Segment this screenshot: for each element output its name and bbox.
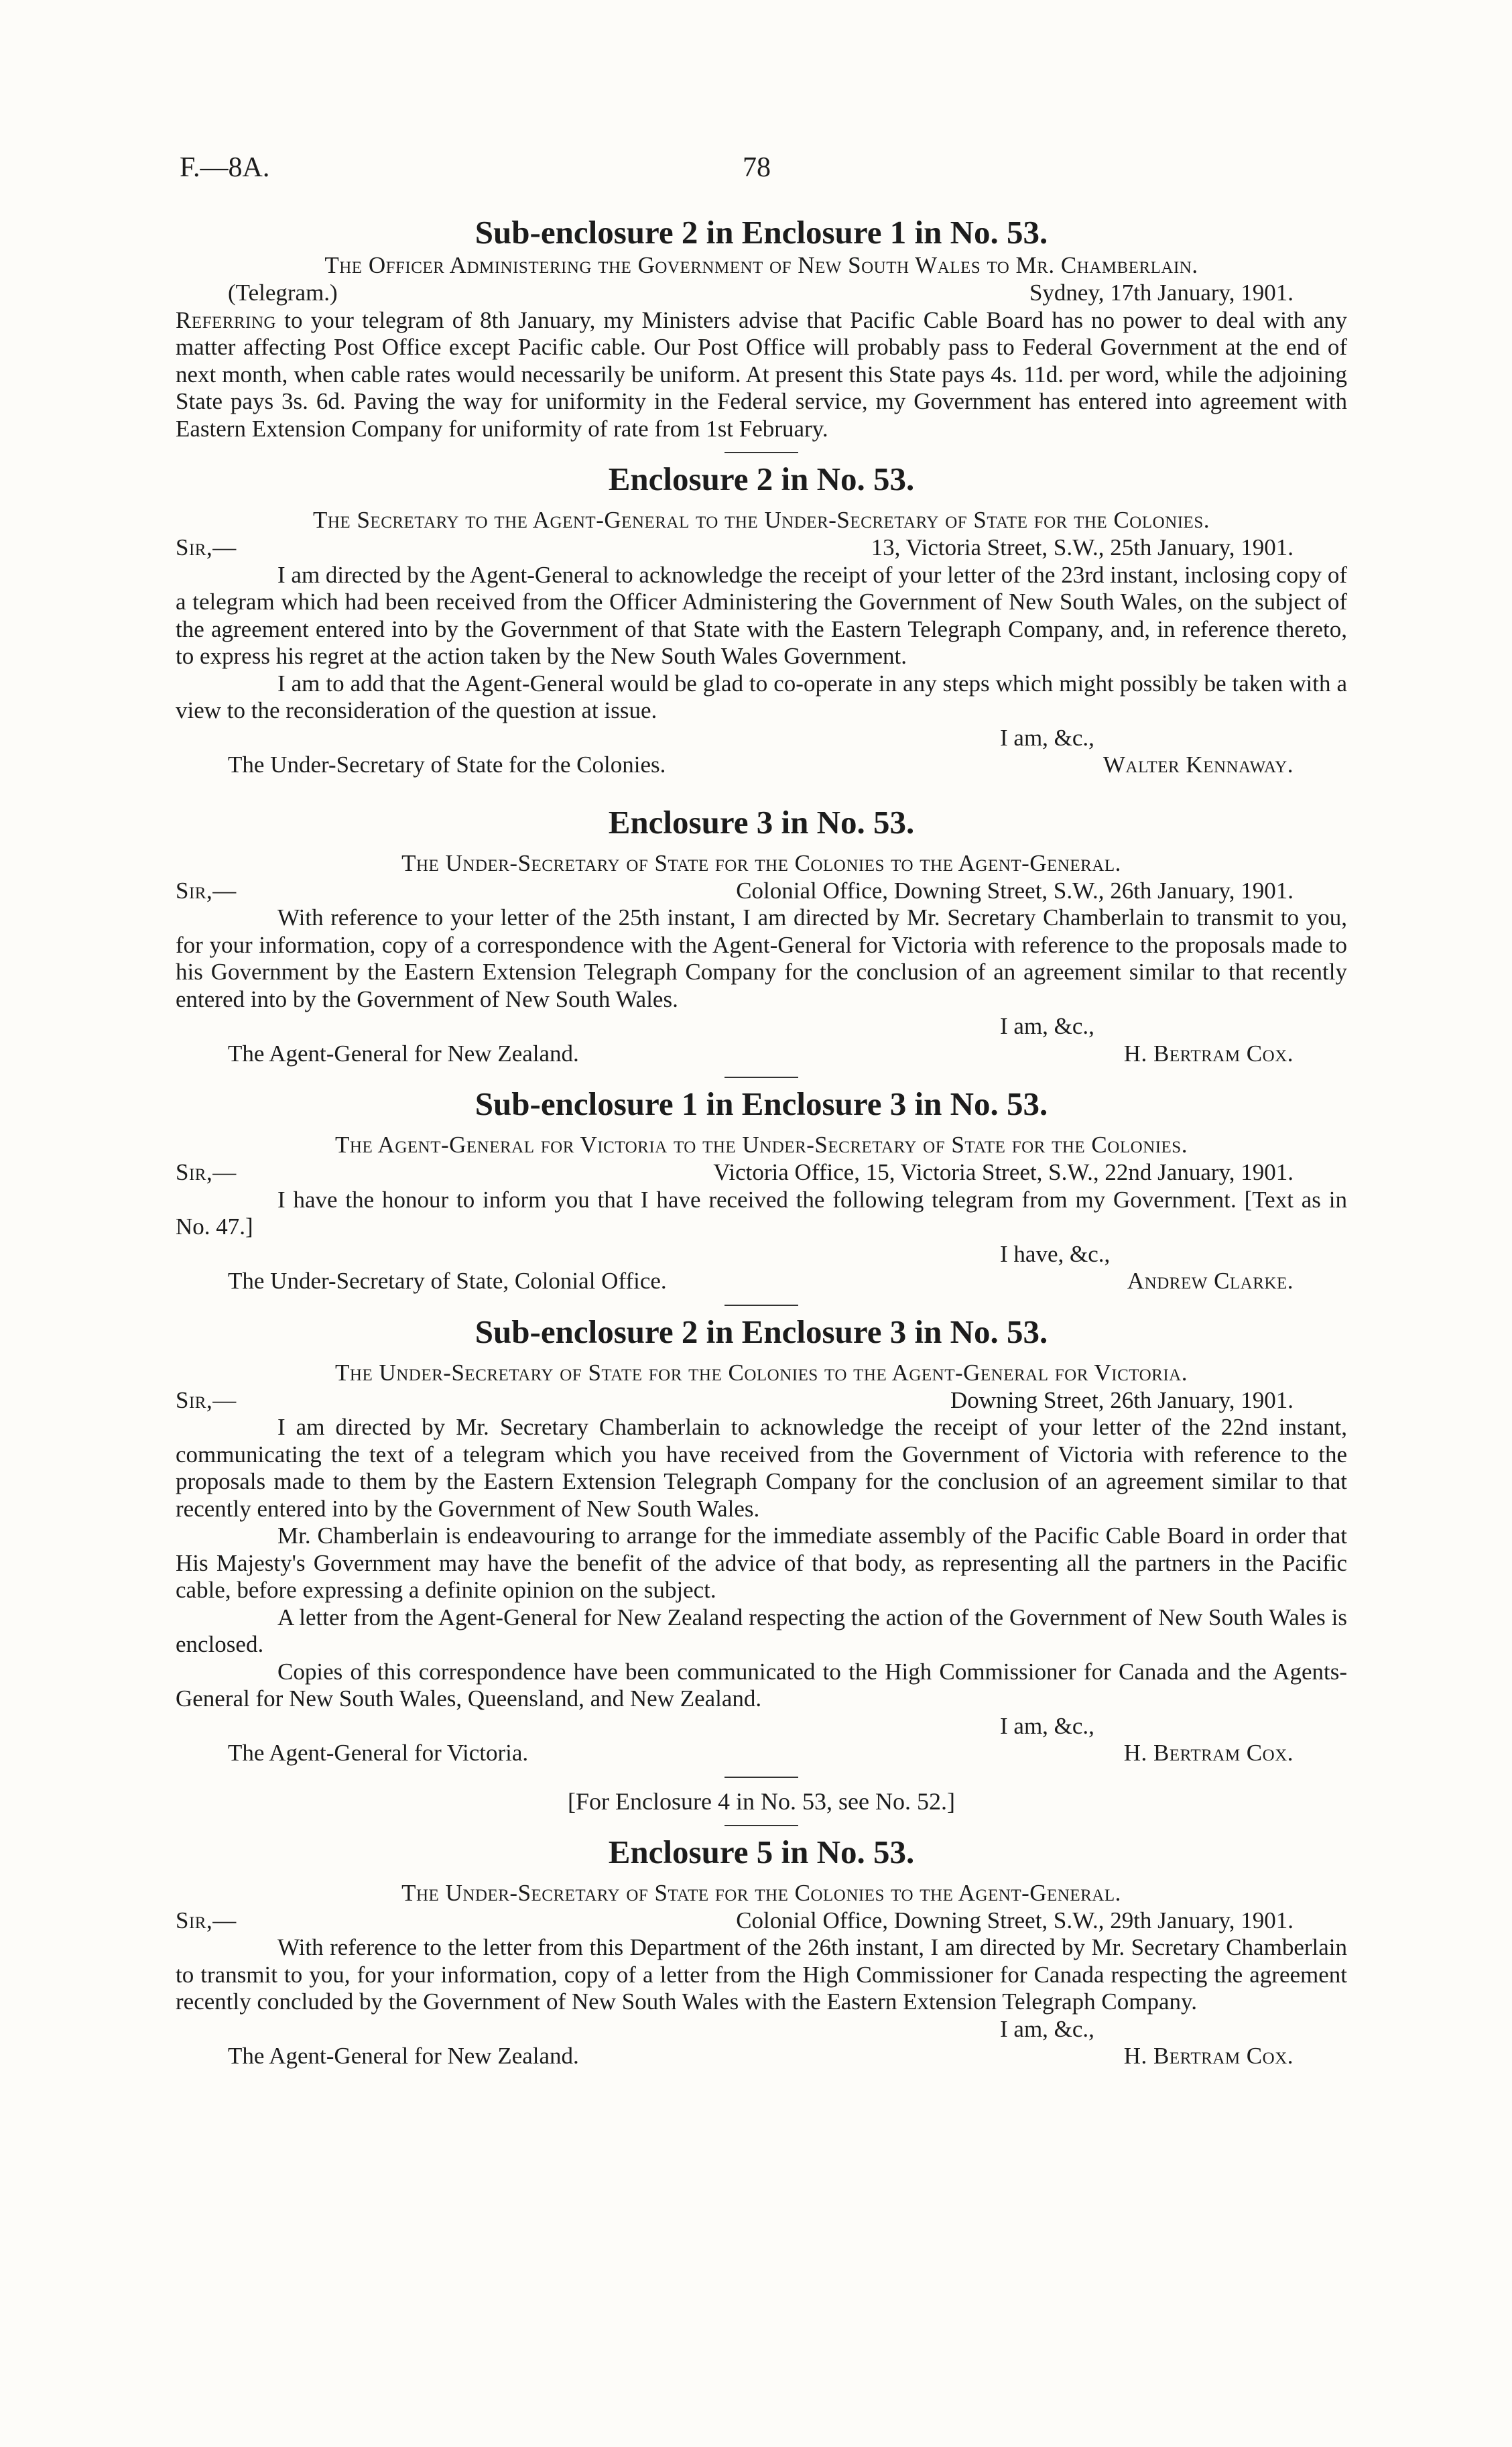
closing: I am, &c., [1000, 2015, 1094, 2042]
addressee: The Under-Secretary of State for the Colonies. [228, 752, 666, 778]
address-date: Downing Street, 26th January, 1901. [950, 1386, 1294, 1413]
sub-enclosure-2-enclosure-3 [176, 1313, 1347, 1767]
address-date: Victoria Office, 15, Victoria Street, S.W., 22nd January, 1901. [713, 1159, 1294, 1185]
address-date: Colonial Office, Downing Street, S.W., 29th January, 1901. [736, 1907, 1294, 1933]
section-heading: Sub-enclosure 1 in Enclosure 3 in No. 53. [475, 1085, 1048, 1122]
salutation: Sir,— [176, 534, 237, 560]
signature-line [176, 1268, 1347, 1295]
signature: Andrew Clarke. [1127, 1268, 1294, 1294]
salutation-line [176, 878, 1347, 905]
header-reference: F.—8A. [180, 152, 270, 183]
signature-line [176, 1740, 1347, 1767]
addressee: The Under-Secretary of State, Colonial Office. [228, 1268, 667, 1294]
closing: I have, &c., [1000, 1240, 1111, 1267]
closing: I am, &c., [1000, 1013, 1094, 1039]
addressee: The Agent-General for New Zealand. [228, 2043, 579, 2069]
from-line: The Under-Secretary of State for the Colonies to the Agent-General. [401, 1879, 1121, 1906]
telegram-line [176, 280, 1347, 307]
letter-paragraph: Mr. Chamberlain is endeavouring to arrange for the immediate assembly of the Pacific Cable Board in order that His Majesty's Government may have the benefit of the advice of that body, as representing all the partners in the Pacific cable, before expressing a definite opinion on the subject. [176, 1523, 1347, 1603]
sub-enclosure-1-enclosure-3 [176, 1085, 1347, 1295]
closing: I am, &c., [1000, 1712, 1094, 1739]
salutation-line [176, 534, 1347, 562]
enclosure-note: [For Enclosure 4 in No. 53, see No. 52.] [568, 1787, 955, 1815]
section-heading: Enclosure 3 in No. 53. [608, 803, 915, 841]
signature: H. Bertram Cox. [1123, 1040, 1294, 1067]
letter-paragraph: I have the honour to inform you that I have received the following telegram from my Government. [Text as in No. 47.] [176, 1186, 1347, 1240]
signature-line [176, 1040, 1347, 1068]
salutation: Sir,— [176, 877, 237, 904]
from-line: The Agent-General for Victoria to the Under-Secretary of State for the Colonies. [335, 1132, 1188, 1158]
signature-line [176, 2043, 1347, 2070]
letter-paragraph: A letter from the Agent-General for New Zealand respecting the action of the Government of New South Wales is enclosed. [176, 1604, 1347, 1657]
from-line: The Officer Administering the Government of New South Wales to Mr. Chamberlain. [324, 252, 1198, 278]
letter-paragraph: I am to add that the Agent-General would be glad to co-operate in any steps which might possibly be taken with a view to the reconsideration of the question at issue. [176, 670, 1347, 723]
telegram-body [176, 307, 1347, 443]
section-divider [724, 1825, 798, 1826]
telegram-text: to your telegram of 8th January, my Ministers advise that Pacific Cable Board has no power to deal with any matter affecting Post Office except Pacific cable. Our Post Office will probably pass to Federal Government at the end of next month, when cable rates would necessarily be uniform. At present this State pays 4s. 11d. per word, while the adjoining State pays 3s. 6d. Paving the way for uniformity in the Federal service, my Government has entered into agreement with Eastern Extension Company for uniformity of rate from 1st February. [176, 306, 1347, 442]
salutation: Sir,— [176, 1907, 237, 1933]
letter-paragraph: With reference to your letter of the 25th instant, I am directed by Mr. Secretary Chamberlain to transmit to you, for your information, copy of a correspondence with the Agent-General for Victoria with reference to the proposals made to his Government by the Eastern Extension Telegraph Company for the conclusion of an agreement similar to that recently entered into by the Government of New South Wales. [176, 904, 1347, 1012]
enclosure-2 [176, 460, 1347, 779]
closing: I am, &c., [1000, 724, 1094, 751]
section-divider [724, 1077, 798, 1078]
from-line: The Under-Secretary of State for the Colonies to the Agent-General. [401, 849, 1121, 876]
addressee: The Agent-General for Victoria. [228, 1740, 529, 1766]
signature: H. Bertram Cox. [1123, 1740, 1294, 1766]
letter-paragraph: Copies of this correspondence have been communicated to the High Commissioner for Canada and the Agents-General for New South Wales, Queensland, and New Zealand. [176, 1658, 1347, 1712]
section-divider [724, 452, 798, 453]
signature-line [176, 752, 1347, 779]
section-heading: Sub-enclosure 2 in Enclosure 1 in No. 53. [475, 214, 1048, 251]
telegram-label: (Telegram.) [228, 280, 338, 306]
signature: H. Bertram Cox. [1123, 2043, 1294, 2069]
address-date: 13, Victoria Street, S.W., 25th January, 1901. [871, 534, 1294, 560]
lead-word: Referring [176, 306, 277, 333]
salutation: Sir,— [176, 1386, 237, 1413]
enclosure-3 [176, 803, 1347, 1068]
from-line: The Under-Secretary of State for the Colonies to the Agent-General for Victoria. [335, 1359, 1188, 1386]
page-number: 78 [743, 152, 771, 183]
section-heading: Sub-enclosure 2 in Enclosure 3 in No. 53. [475, 1313, 1048, 1350]
section-divider [724, 1305, 798, 1306]
enclosure-5 [176, 1833, 1347, 2070]
salutation-line [176, 1159, 1347, 1187]
section-heading: Enclosure 2 in No. 53. [608, 461, 915, 497]
from-line: The Secretary to the Agent-General to the Under-Secretary of State for the Colonies. [313, 507, 1210, 533]
salutation-line [176, 1907, 1347, 1935]
letter-paragraph: I am directed by the Agent-General to acknowledge the receipt of your letter of the 23rd instant, inclosing copy of a telegram which had been received from the Officer Administering the Government of New South Wales, on the subject of the agreement entered into by the Government of that State with the Eastern Telegraph Company, and, in reference thereto, to express his regret at the action taken by the New South Wales Government. [176, 561, 1347, 669]
letter-paragraph: With reference to the letter from this Department of the 26th instant, I am directed by Mr. Secretary Chamberlain to transmit to you, for your information, copy of a letter from the High Commissioner for Canada respecting the agreement recently concluded by the Government of New South Wales with the Eastern Extension Telegraph Company. [176, 1934, 1347, 2015]
letter-paragraph: I am directed by Mr. Secretary Chamberlain to acknowledge the receipt of your letter of the 22nd instant, communicating the text of a telegram which you have received from the Government of Victoria with reference to the proposals made to them by the Eastern Extension Telegraph Company for the conclusion of an agreement similar to that recently entered into by the Government of New South Wales. [176, 1414, 1347, 1522]
addressee: The Agent-General for New Zealand. [228, 1040, 579, 1067]
sub-enclosure-2-enclosure-1 [176, 213, 1347, 442]
signature: Walter Kennaway. [1102, 752, 1294, 778]
address-date: Colonial Office, Downing Street, S.W., 26th January, 1901. [736, 877, 1294, 904]
page-content [176, 213, 1347, 2070]
salutation: Sir,— [176, 1159, 237, 1185]
place-date: Sydney, 17th January, 1901. [1029, 280, 1294, 306]
salutation-line [176, 1387, 1347, 1415]
section-heading: Enclosure 5 in No. 53. [608, 1833, 915, 1870]
